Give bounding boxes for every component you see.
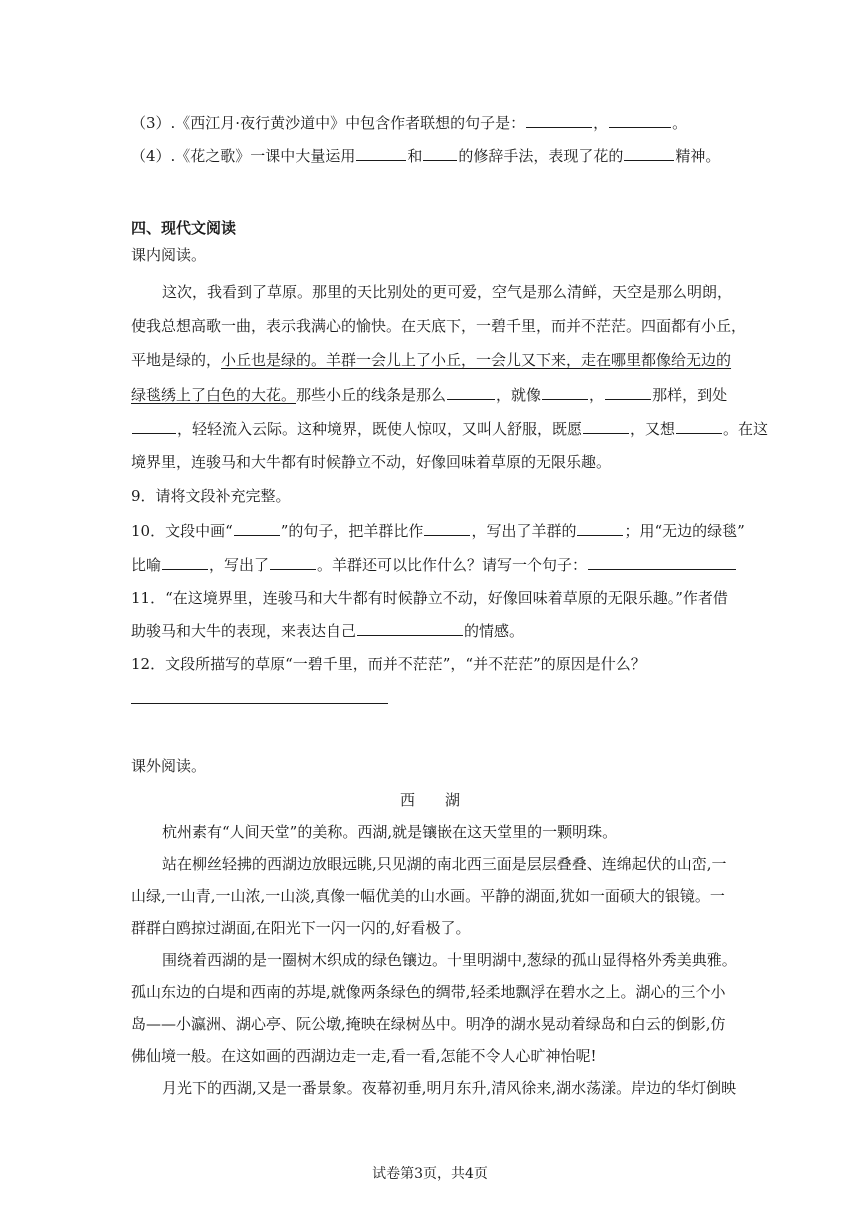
passage-line	[131, 418, 768, 439]
answer-blank[interactable]	[424, 520, 470, 536]
question-10-text: ”的句子，把羊群比作	[280, 522, 424, 540]
passage-line: 山绿,一山青,一山浓,一山淡,真像一幅优美的山水画。平静的湖面,犹如一面硕大的银镜。一	[131, 887, 725, 905]
section-title: 四、现代文阅读	[131, 219, 237, 237]
answer-blank[interactable]	[526, 112, 592, 128]
passage-line: 岛——小瀛洲、湖心亭、阮公墩,掩映在绿树丛中。明净的湖水晃动着绿岛和白云的倒影,仿	[131, 1015, 726, 1033]
passage-line: 月光下的西湖,又是一番景象。夜幕初垂,明月东升,清风徐来,湖水荡漾。岸边的华灯倒映	[162, 1079, 737, 1097]
question-10-text: ；用“无边的绿毯”	[624, 522, 745, 540]
passage-line: 使我总想高歌一曲，表示我满心的愉快。在天底下，一碧千里，而并不茫茫。四面都有小丘，	[131, 317, 747, 335]
answer-blank[interactable]	[447, 384, 495, 400]
passage-line: 杭州素有“人间天堂”的美称。西湖,就是镶嵌在这天堂里的一颗明珠。	[162, 823, 618, 841]
answer-blank[interactable]	[356, 145, 406, 161]
question-4-text: （4）.《花之歌》一课中大量运用	[131, 147, 356, 165]
passage-text: ，又想	[630, 420, 676, 438]
answer-blank[interactable]	[270, 554, 316, 570]
passage-text: ，轻轻流入云际。这种境界，既使人惊叹，又叫人舒服，既愿	[177, 420, 583, 438]
passage-line: 站在柳丝轻拂的西湖边放眼远眺,只见湖的南北西三面是层层叠叠、连绵起伏的山峦,一	[162, 855, 727, 873]
answer-blank[interactable]	[676, 418, 722, 434]
question-10-text: 10．文段中画“	[131, 522, 233, 540]
answer-blank[interactable]	[234, 520, 280, 536]
passage-line: 佛仙境一般。在这如画的西湖边走一走,看一看,怎能不令人心旷神怡呢!	[131, 1047, 597, 1065]
passage-text: 那样，到处	[652, 386, 728, 404]
passage-text: ，就像	[496, 386, 542, 404]
answer-blank[interactable]	[605, 384, 651, 400]
punctuation: 。	[672, 114, 688, 132]
question-10-text: 。羊群还可以比作什么？请写一个句子：	[317, 556, 588, 574]
answer-blank[interactable]	[624, 145, 674, 161]
question-12: 12．文段所描写的草原“一碧千里，而并不茫茫”，“并不茫茫”的原因是什么？	[131, 655, 646, 673]
question-11-cont	[131, 620, 524, 641]
answer-blank[interactable]	[162, 554, 208, 570]
question-4-text: 和	[407, 147, 423, 165]
answer-blank[interactable]	[609, 112, 671, 128]
question-4-text: 精神。	[675, 147, 721, 165]
answer-blank[interactable]	[423, 145, 457, 161]
passage-text: ，	[589, 386, 605, 404]
passage-line: 围绕着西湖的是一圈树木织成的绿色镶边。十里明湖中,葱绿的孤山显得格外秀美典雅。	[162, 951, 737, 969]
question-11: 11．“在这境界里，连骏马和大牛都有时候静立不动，好像回味着草原的无限乐趣。”作者借	[131, 589, 728, 607]
question-11-text: 的情感。	[464, 622, 525, 640]
question-3	[131, 112, 687, 133]
answer-line[interactable]	[131, 703, 388, 704]
question-10-text: ，写出了羊群的	[471, 522, 577, 540]
answer-blank[interactable]	[542, 384, 588, 400]
question-10	[131, 520, 745, 541]
underlined-sentence: 小丘也是绿的。羊群一会儿上了小丘，一会儿又下来，走在哪里都像给无边的	[221, 351, 732, 369]
separator: ，	[593, 114, 609, 132]
passage-line: 群群白鸥掠过湖面,在阳光下一闪一闪的,好看极了。	[131, 919, 471, 937]
passage-line	[131, 350, 731, 370]
answer-blank[interactable]	[583, 418, 629, 434]
passage-text: 。在这	[723, 420, 769, 438]
question-4-text: 的修辞手法，表现了花的	[458, 147, 624, 165]
page-footer: 试卷第3页，共4页	[372, 1166, 488, 1182]
question-10-text: ，写出了	[209, 556, 270, 574]
question-11-text: 助骏马和大牛的表现，来表达自己	[131, 622, 357, 640]
answer-blank[interactable]	[588, 554, 736, 570]
passage-line	[131, 384, 727, 405]
question-10-text: 比喻	[131, 556, 162, 574]
question-4	[131, 145, 720, 166]
passage-title: 西 湖	[399, 791, 460, 809]
extra-intro: 课外阅读。	[131, 757, 207, 775]
underlined-sentence: 绿毯绣上了白色的大花。	[131, 386, 297, 404]
question-3-text: （3）.《西江月·夜行黄沙道中》中包含作者联想的句子是：	[131, 114, 526, 132]
question-10-cont	[131, 554, 737, 575]
section-intro: 课内阅读。	[131, 246, 207, 264]
answer-blank[interactable]	[577, 520, 623, 536]
question-9: 9．请将文段补充完整。	[131, 487, 291, 505]
passage-line: 这次，我看到了草原。那里的天比别处的更可爱，空气是那么清鲜，天空是那么明朗，	[162, 283, 733, 301]
answer-blank[interactable]	[132, 418, 176, 434]
passage-text: 那些小丘的线条是那么	[296, 386, 447, 404]
passage-text: 平地是绿的，	[131, 351, 222, 369]
answer-blank[interactable]	[357, 620, 463, 636]
passage-line: 境界里，连骏马和大牛都有时候静立不动，好像回味着草原的无限乐趣。	[131, 453, 612, 471]
passage-line: 孤山东边的白堤和西南的苏堤,就像两条绿色的绸带,轻柔地飘浮在碧水之上。湖心的三个小	[131, 983, 726, 1001]
